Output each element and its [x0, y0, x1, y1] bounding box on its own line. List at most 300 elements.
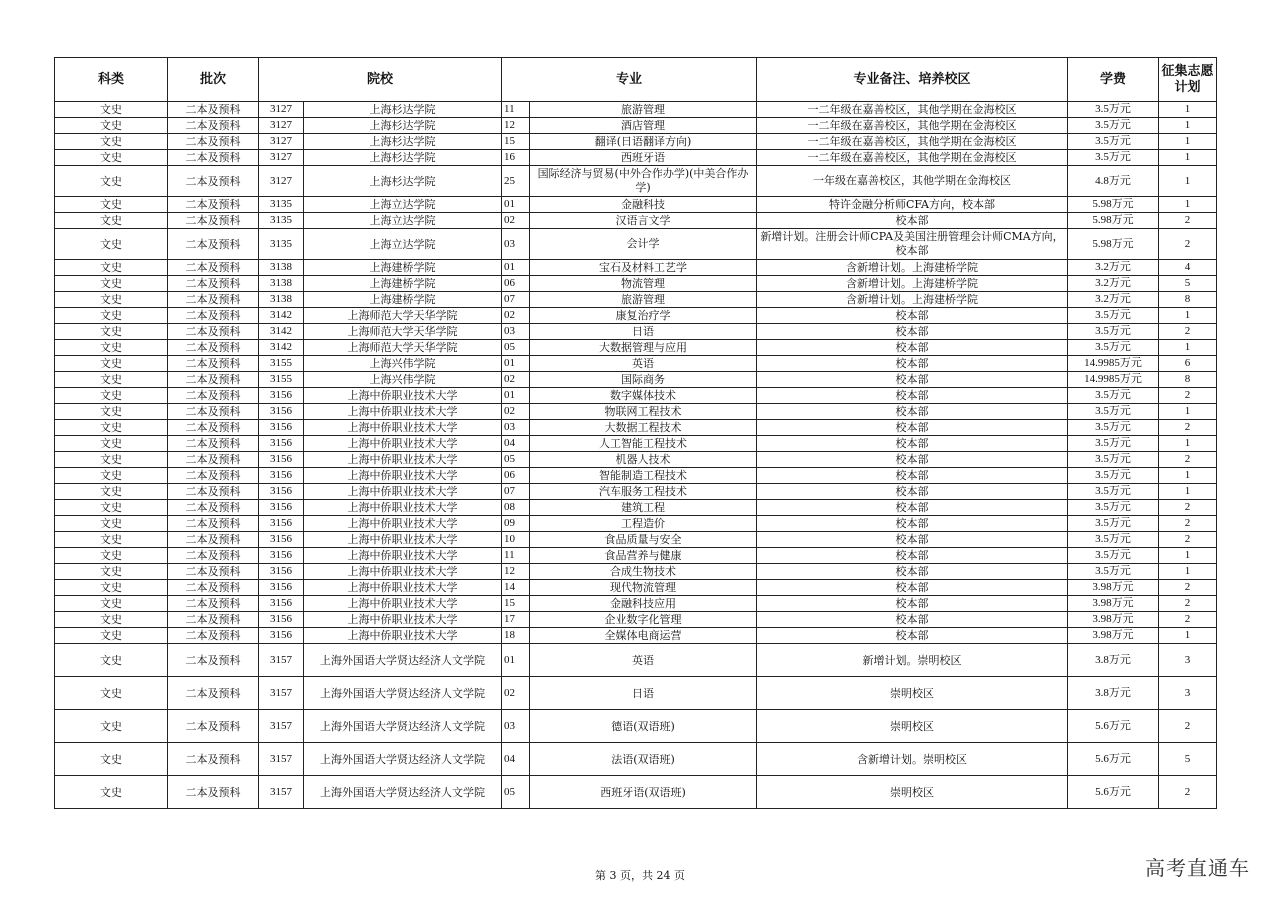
cell-tuition: 3.98万元	[1068, 580, 1159, 596]
cell-school-code: 3157	[259, 710, 304, 743]
cell-school-name: 上海中侨职业技术大学	[304, 436, 502, 452]
cell-batch: 二本及预科	[168, 118, 259, 134]
header-category: 科类	[55, 58, 168, 102]
cell-category: 文史	[55, 166, 168, 197]
cell-major-name: 数字媒体技术	[530, 388, 757, 404]
cell-major-name: 企业数字化管理	[530, 612, 757, 628]
cell-plan: 3	[1159, 644, 1217, 677]
cell-plan: 2	[1159, 500, 1217, 516]
cell-tuition: 14.9985万元	[1068, 356, 1159, 372]
cell-category: 文史	[55, 292, 168, 308]
cell-school-name: 上海立达学院	[304, 229, 502, 260]
header-remarks: 专业备注、培养校区	[757, 58, 1068, 102]
cell-plan: 1	[1159, 484, 1217, 500]
cell-tuition: 3.8万元	[1068, 644, 1159, 677]
cell-tuition: 3.5万元	[1068, 420, 1159, 436]
cell-batch: 二本及预科	[168, 710, 259, 743]
cell-major-code: 05	[502, 452, 530, 468]
cell-plan: 2	[1159, 580, 1217, 596]
cell-major-name: 合成生物技术	[530, 564, 757, 580]
cell-category: 文史	[55, 452, 168, 468]
cell-plan: 4	[1159, 260, 1217, 276]
cell-plan: 5	[1159, 743, 1217, 776]
table-row	[55, 532, 1217, 548]
cell-major-name: 国际经济与贸易(中外合作办学)(中美合作办学)	[530, 166, 757, 197]
cell-remarks: 校本部	[757, 356, 1068, 372]
cell-category: 文史	[55, 213, 168, 229]
cell-major-code: 02	[502, 308, 530, 324]
cell-plan: 2	[1159, 388, 1217, 404]
cell-major-code: 05	[502, 776, 530, 809]
cell-remarks: 校本部	[757, 420, 1068, 436]
cell-plan: 2	[1159, 710, 1217, 743]
cell-tuition: 3.5万元	[1068, 388, 1159, 404]
cell-remarks: 含新增计划。上海建桥学院	[757, 260, 1068, 276]
cell-major-code: 14	[502, 580, 530, 596]
header-batch: 批次	[168, 58, 259, 102]
cell-batch: 二本及预科	[168, 580, 259, 596]
cell-major-name: 工程造价	[530, 516, 757, 532]
cell-batch: 二本及预科	[168, 644, 259, 677]
table-row	[55, 436, 1217, 452]
cell-remarks: 一年级在嘉善校区，其他学期在金海校区	[757, 166, 1068, 197]
cell-batch: 二本及预科	[168, 308, 259, 324]
table-row	[55, 644, 1217, 677]
cell-tuition: 3.5万元	[1068, 340, 1159, 356]
cell-major-name: 智能制造工程技术	[530, 468, 757, 484]
cell-major-code: 02	[502, 677, 530, 710]
cell-tuition: 3.5万元	[1068, 468, 1159, 484]
cell-major-code: 01	[502, 388, 530, 404]
cell-category: 文史	[55, 276, 168, 292]
cell-plan: 6	[1159, 356, 1217, 372]
cell-major-code: 01	[502, 197, 530, 213]
table-row	[55, 484, 1217, 500]
cell-major-name: 德语(双语班)	[530, 710, 757, 743]
cell-plan: 2	[1159, 324, 1217, 340]
table-row	[55, 564, 1217, 580]
cell-plan: 1	[1159, 628, 1217, 644]
admission-plan-table	[54, 57, 1217, 809]
cell-remarks: 校本部	[757, 516, 1068, 532]
cell-school-name: 上海中侨职业技术大学	[304, 388, 502, 404]
cell-remarks: 特许金融分析师CFA方向，校本部	[757, 197, 1068, 213]
cell-category: 文史	[55, 612, 168, 628]
cell-plan: 2	[1159, 420, 1217, 436]
cell-school-code: 3156	[259, 452, 304, 468]
cell-plan: 1	[1159, 197, 1217, 213]
cell-plan: 2	[1159, 213, 1217, 229]
cell-major-code: 02	[502, 372, 530, 388]
cell-category: 文史	[55, 404, 168, 420]
cell-major-code: 18	[502, 628, 530, 644]
cell-school-name: 上海立达学院	[304, 213, 502, 229]
cell-plan: 1	[1159, 150, 1217, 166]
cell-school-code: 3157	[259, 677, 304, 710]
cell-school-name: 上海杉达学院	[304, 102, 502, 118]
table-row	[55, 468, 1217, 484]
cell-tuition: 3.5万元	[1068, 324, 1159, 340]
cell-tuition: 3.5万元	[1068, 548, 1159, 564]
cell-remarks: 校本部	[757, 324, 1068, 340]
cell-school-name: 上海立达学院	[304, 197, 502, 213]
cell-major-code: 04	[502, 743, 530, 776]
cell-batch: 二本及预科	[168, 596, 259, 612]
cell-batch: 二本及预科	[168, 102, 259, 118]
cell-school-code: 3138	[259, 292, 304, 308]
cell-batch: 二本及预科	[168, 776, 259, 809]
cell-remarks: 崇明校区	[757, 677, 1068, 710]
cell-school-name: 上海中侨职业技术大学	[304, 484, 502, 500]
table-row	[55, 743, 1217, 776]
cell-major-name: 现代物流管理	[530, 580, 757, 596]
cell-school-name: 上海师范大学天华学院	[304, 324, 502, 340]
cell-school-name: 上海建桥学院	[304, 292, 502, 308]
cell-batch: 二本及预科	[168, 677, 259, 710]
cell-category: 文史	[55, 308, 168, 324]
cell-school-name: 上海中侨职业技术大学	[304, 580, 502, 596]
cell-school-name: 上海中侨职业技术大学	[304, 564, 502, 580]
table-row	[55, 166, 1217, 197]
cell-category: 文史	[55, 150, 168, 166]
cell-plan: 3	[1159, 677, 1217, 710]
table-row	[55, 324, 1217, 340]
cell-tuition: 3.98万元	[1068, 628, 1159, 644]
cell-school-code: 3157	[259, 776, 304, 809]
cell-school-name: 上海中侨职业技术大学	[304, 596, 502, 612]
cell-category: 文史	[55, 436, 168, 452]
table-row	[55, 118, 1217, 134]
cell-school-name: 上海师范大学天华学院	[304, 308, 502, 324]
cell-remarks: 含新增计划。上海建桥学院	[757, 292, 1068, 308]
cell-school-name: 上海中侨职业技术大学	[304, 468, 502, 484]
cell-school-name: 上海中侨职业技术大学	[304, 612, 502, 628]
cell-school-code: 3155	[259, 372, 304, 388]
cell-major-name: 金融科技应用	[530, 596, 757, 612]
cell-major-name: 法语(双语班)	[530, 743, 757, 776]
cell-tuition: 3.8万元	[1068, 677, 1159, 710]
cell-major-code: 12	[502, 118, 530, 134]
cell-school-code: 3156	[259, 468, 304, 484]
cell-batch: 二本及预科	[168, 628, 259, 644]
cell-school-name: 上海中侨职业技术大学	[304, 404, 502, 420]
cell-tuition: 3.5万元	[1068, 484, 1159, 500]
cell-batch: 二本及预科	[168, 150, 259, 166]
table-row	[55, 452, 1217, 468]
cell-batch: 二本及预科	[168, 213, 259, 229]
cell-school-code: 3142	[259, 340, 304, 356]
cell-major-code: 16	[502, 150, 530, 166]
cell-category: 文史	[55, 644, 168, 677]
table-body	[55, 102, 1217, 809]
cell-remarks: 校本部	[757, 628, 1068, 644]
cell-major-code: 11	[502, 102, 530, 118]
cell-major-code: 03	[502, 324, 530, 340]
watermark-text: 高考直通车	[1145, 856, 1250, 880]
cell-batch: 二本及预科	[168, 229, 259, 260]
cell-plan: 1	[1159, 308, 1217, 324]
cell-plan: 1	[1159, 468, 1217, 484]
cell-major-name: 大数据管理与应用	[530, 340, 757, 356]
cell-school-code: 3138	[259, 260, 304, 276]
cell-tuition: 3.5万元	[1068, 516, 1159, 532]
cell-school-code: 3156	[259, 404, 304, 420]
cell-category: 文史	[55, 484, 168, 500]
cell-tuition: 3.5万元	[1068, 452, 1159, 468]
cell-major-code: 17	[502, 612, 530, 628]
cell-major-name: 金融科技	[530, 197, 757, 213]
cell-tuition: 3.5万元	[1068, 532, 1159, 548]
cell-major-name: 会计学	[530, 229, 757, 260]
cell-remarks: 校本部	[757, 308, 1068, 324]
cell-plan: 2	[1159, 516, 1217, 532]
cell-tuition: 3.98万元	[1068, 596, 1159, 612]
cell-remarks: 一二年级在嘉善校区，其他学期在金海校区	[757, 102, 1068, 118]
cell-major-code: 15	[502, 134, 530, 150]
cell-plan: 1	[1159, 564, 1217, 580]
cell-remarks: 校本部	[757, 484, 1068, 500]
table-row	[55, 677, 1217, 710]
cell-school-name: 上海建桥学院	[304, 260, 502, 276]
table-row	[55, 356, 1217, 372]
cell-major-name: 宝石及材料工艺学	[530, 260, 757, 276]
cell-tuition: 5.98万元	[1068, 229, 1159, 260]
cell-category: 文史	[55, 260, 168, 276]
cell-batch: 二本及预科	[168, 484, 259, 500]
cell-plan: 2	[1159, 452, 1217, 468]
cell-major-name: 人工智能工程技术	[530, 436, 757, 452]
cell-batch: 二本及预科	[168, 564, 259, 580]
header-school: 院校	[259, 58, 502, 102]
cell-remarks: 校本部	[757, 468, 1068, 484]
cell-school-code: 3156	[259, 484, 304, 500]
cell-plan: 2	[1159, 596, 1217, 612]
cell-tuition: 3.5万元	[1068, 134, 1159, 150]
cell-remarks: 新增计划。注册会计师CPA及美国注册管理会计师CMA方向，校本部	[757, 229, 1068, 260]
cell-plan: 2	[1159, 776, 1217, 809]
cell-school-name: 上海杉达学院	[304, 134, 502, 150]
cell-major-code: 12	[502, 564, 530, 580]
cell-remarks: 校本部	[757, 612, 1068, 628]
cell-category: 文史	[55, 677, 168, 710]
cell-category: 文史	[55, 197, 168, 213]
cell-school-code: 3155	[259, 356, 304, 372]
cell-category: 文史	[55, 548, 168, 564]
cell-batch: 二本及预科	[168, 452, 259, 468]
cell-tuition: 3.2万元	[1068, 260, 1159, 276]
cell-school-code: 3135	[259, 213, 304, 229]
table-row	[55, 260, 1217, 276]
cell-remarks: 崇明校区	[757, 710, 1068, 743]
cell-batch: 二本及预科	[168, 372, 259, 388]
cell-major-name: 机器人技术	[530, 452, 757, 468]
cell-tuition: 3.5万元	[1068, 150, 1159, 166]
cell-remarks: 一二年级在嘉善校区，其他学期在金海校区	[757, 118, 1068, 134]
table-row	[55, 229, 1217, 260]
table-row	[55, 404, 1217, 420]
cell-category: 文史	[55, 324, 168, 340]
cell-batch: 二本及预科	[168, 420, 259, 436]
cell-major-code: 03	[502, 229, 530, 260]
table-row	[55, 420, 1217, 436]
cell-school-code: 3138	[259, 276, 304, 292]
cell-category: 文史	[55, 596, 168, 612]
cell-remarks: 校本部	[757, 340, 1068, 356]
cell-batch: 二本及预科	[168, 197, 259, 213]
page-footer: 第 3 页，共 24 页	[595, 869, 685, 882]
cell-major-name: 康复治疗学	[530, 308, 757, 324]
cell-category: 文史	[55, 134, 168, 150]
cell-category: 文史	[55, 372, 168, 388]
cell-major-code: 03	[502, 420, 530, 436]
cell-remarks: 校本部	[757, 580, 1068, 596]
cell-tuition: 4.8万元	[1068, 166, 1159, 197]
cell-remarks: 校本部	[757, 596, 1068, 612]
cell-tuition: 3.5万元	[1068, 564, 1159, 580]
cell-school-code: 3127	[259, 166, 304, 197]
cell-tuition: 5.98万元	[1068, 213, 1159, 229]
cell-plan: 1	[1159, 118, 1217, 134]
cell-major-name: 西班牙语(双语班)	[530, 776, 757, 809]
cell-batch: 二本及预科	[168, 468, 259, 484]
cell-major-code: 25	[502, 166, 530, 197]
cell-school-code: 3142	[259, 324, 304, 340]
cell-major-name: 物流管理	[530, 276, 757, 292]
table-row	[55, 710, 1217, 743]
cell-category: 文史	[55, 532, 168, 548]
cell-tuition: 3.5万元	[1068, 436, 1159, 452]
cell-major-name: 食品营养与健康	[530, 548, 757, 564]
cell-batch: 二本及预科	[168, 324, 259, 340]
cell-major-name: 英语	[530, 356, 757, 372]
header-major: 专业	[502, 58, 757, 102]
cell-category: 文史	[55, 628, 168, 644]
cell-school-code: 3127	[259, 118, 304, 134]
cell-remarks: 校本部	[757, 452, 1068, 468]
cell-school-code: 3156	[259, 516, 304, 532]
cell-category: 文史	[55, 340, 168, 356]
cell-major-name: 物联网工程技术	[530, 404, 757, 420]
table-row	[55, 197, 1217, 213]
table-row	[55, 292, 1217, 308]
cell-school-name: 上海中侨职业技术大学	[304, 532, 502, 548]
cell-category: 文史	[55, 516, 168, 532]
cell-school-code: 3156	[259, 420, 304, 436]
cell-plan: 5	[1159, 276, 1217, 292]
cell-school-code: 3156	[259, 436, 304, 452]
cell-school-name: 上海中侨职业技术大学	[304, 628, 502, 644]
cell-school-code: 3156	[259, 612, 304, 628]
table-row	[55, 134, 1217, 150]
cell-batch: 二本及预科	[168, 404, 259, 420]
cell-school-name: 上海外国语大学贤达经济人文学院	[304, 776, 502, 809]
header-tuition: 学费	[1068, 58, 1159, 102]
cell-school-code: 3156	[259, 628, 304, 644]
cell-major-code: 08	[502, 500, 530, 516]
cell-school-name: 上海师范大学天华学院	[304, 340, 502, 356]
cell-remarks: 含新增计划。上海建桥学院	[757, 276, 1068, 292]
cell-school-name: 上海兴伟学院	[304, 372, 502, 388]
cell-major-name: 大数据工程技术	[530, 420, 757, 436]
cell-remarks: 校本部	[757, 213, 1068, 229]
cell-plan: 1	[1159, 340, 1217, 356]
cell-major-code: 09	[502, 516, 530, 532]
table-header-row	[55, 58, 1217, 102]
cell-batch: 二本及预科	[168, 276, 259, 292]
cell-school-name: 上海杉达学院	[304, 118, 502, 134]
cell-remarks: 校本部	[757, 404, 1068, 420]
cell-school-code: 3157	[259, 743, 304, 776]
cell-school-name: 上海杉达学院	[304, 166, 502, 197]
cell-remarks: 含新增计划。崇明校区	[757, 743, 1068, 776]
cell-major-code: 04	[502, 436, 530, 452]
cell-batch: 二本及预科	[168, 166, 259, 197]
cell-plan: 1	[1159, 134, 1217, 150]
cell-tuition: 14.9985万元	[1068, 372, 1159, 388]
cell-remarks: 校本部	[757, 548, 1068, 564]
cell-remarks: 校本部	[757, 436, 1068, 452]
cell-tuition: 5.6万元	[1068, 776, 1159, 809]
cell-category: 文史	[55, 356, 168, 372]
cell-batch: 二本及预科	[168, 356, 259, 372]
cell-school-name: 上海外国语大学贤达经济人文学院	[304, 743, 502, 776]
cell-plan: 8	[1159, 292, 1217, 308]
table-row	[55, 388, 1217, 404]
cell-tuition: 3.2万元	[1068, 276, 1159, 292]
cell-batch: 二本及预科	[168, 436, 259, 452]
cell-school-name: 上海兴伟学院	[304, 356, 502, 372]
cell-major-name: 酒店管理	[530, 118, 757, 134]
cell-major-name: 汽车服务工程技术	[530, 484, 757, 500]
cell-category: 文史	[55, 229, 168, 260]
cell-major-code: 02	[502, 404, 530, 420]
cell-batch: 二本及预科	[168, 292, 259, 308]
cell-major-name: 汉语言文学	[530, 213, 757, 229]
cell-major-code: 07	[502, 484, 530, 500]
table-row	[55, 596, 1217, 612]
cell-major-code: 01	[502, 260, 530, 276]
table-row	[55, 628, 1217, 644]
cell-school-code: 3127	[259, 134, 304, 150]
cell-school-code: 3127	[259, 102, 304, 118]
cell-plan: 1	[1159, 102, 1217, 118]
cell-major-name: 国际商务	[530, 372, 757, 388]
cell-remarks: 校本部	[757, 532, 1068, 548]
cell-tuition: 3.5万元	[1068, 404, 1159, 420]
cell-major-code: 06	[502, 468, 530, 484]
cell-category: 文史	[55, 564, 168, 580]
cell-batch: 二本及预科	[168, 612, 259, 628]
cell-school-code: 3156	[259, 388, 304, 404]
cell-remarks: 校本部	[757, 388, 1068, 404]
cell-major-name: 建筑工程	[530, 500, 757, 516]
cell-major-name: 食品质量与安全	[530, 532, 757, 548]
cell-remarks: 校本部	[757, 500, 1068, 516]
cell-tuition: 3.5万元	[1068, 500, 1159, 516]
cell-school-code: 3142	[259, 308, 304, 324]
cell-plan: 2	[1159, 612, 1217, 628]
cell-batch: 二本及预科	[168, 388, 259, 404]
cell-major-name: 旅游管理	[530, 292, 757, 308]
cell-major-name: 日语	[530, 677, 757, 710]
table-row	[55, 213, 1217, 229]
cell-category: 文史	[55, 500, 168, 516]
table-row	[55, 516, 1217, 532]
cell-plan: 1	[1159, 404, 1217, 420]
cell-school-name: 上海建桥学院	[304, 276, 502, 292]
cell-plan: 8	[1159, 372, 1217, 388]
header-plan: 征集志愿计划	[1159, 58, 1217, 102]
